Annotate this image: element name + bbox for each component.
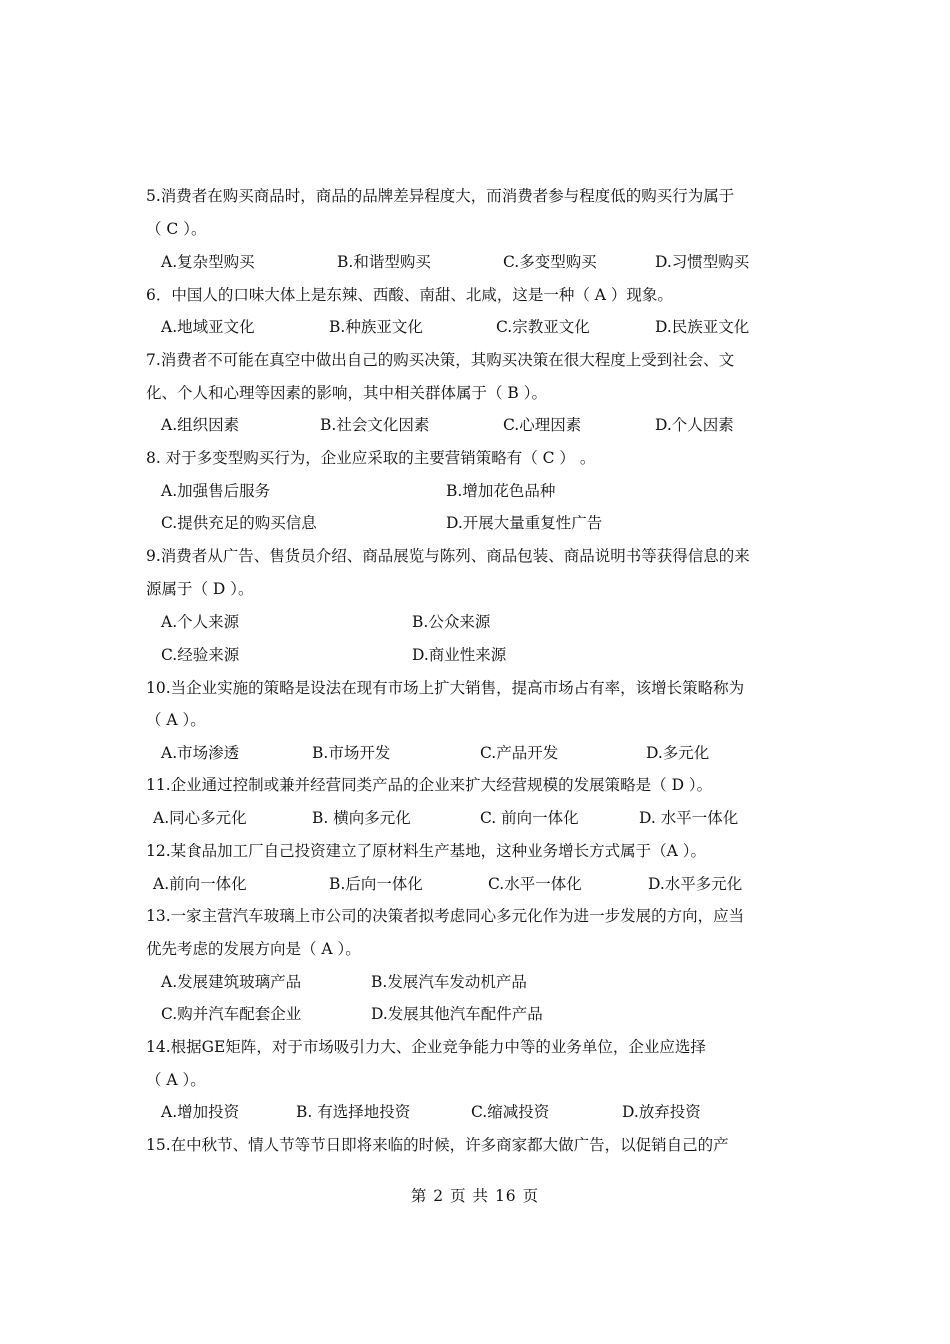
question-13-option-d: D.发展其他汽车配件产品 bbox=[371, 1005, 543, 1023]
question-6-option-b: B.种族亚文化 bbox=[329, 318, 423, 336]
question-9-option-d: D.商业性来源 bbox=[412, 646, 507, 664]
question-7-option-b: B.社会文化因素 bbox=[320, 416, 430, 434]
question-8-option-b: B.增加花色品种 bbox=[446, 482, 556, 500]
question-10-option-c: C.产品开发 bbox=[480, 744, 559, 762]
question-5-option-b: B.和谐型购买 bbox=[337, 253, 431, 271]
page-number-footer: 第 2 页 共 16 页 bbox=[410, 1187, 540, 1205]
question-14-line-2: （ A ）。 bbox=[146, 1071, 206, 1089]
question-6-line-1: 6．中国人的口味大体上是东辣、西酸、南甜、北咸，这是一种（ A ）现象。 bbox=[146, 286, 673, 304]
question-5-option-d: D.习惯型购买 bbox=[655, 253, 750, 271]
question-15-line-1: 15.在中秋节、情人节等节日即将来临的时候，许多商家都大做广告，以促销自己的产 bbox=[146, 1136, 729, 1154]
question-13-option-c: C.购并汽车配套企业 bbox=[161, 1005, 302, 1023]
question-9-option-b: B.公众来源 bbox=[412, 613, 491, 631]
question-12-line-1: 12.某食品加工厂自己投资建立了原材料生产基地，这种业务增长方式属于（A ）。 bbox=[146, 842, 707, 860]
question-11-option-c: C. 前向一体化 bbox=[480, 809, 579, 827]
question-14-option-a: A.增加投资 bbox=[161, 1103, 240, 1121]
question-11-option-b: B. 横向多元化 bbox=[312, 809, 411, 827]
question-7-option-c: C.心理因素 bbox=[503, 416, 582, 434]
question-11-option-d: D. 水平一体化 bbox=[639, 809, 739, 827]
question-7-option-a: A.组织因素 bbox=[161, 416, 240, 434]
question-11-option-a: A.同心多元化 bbox=[153, 809, 247, 827]
question-13-line-1: 13.一家主营汽车玻璃上市公司的决策者拟考虑同心多元化作为进一步发展的方向，应当 bbox=[146, 907, 745, 925]
question-9-line-1: 9.消费者从广告、售货员介绍、商品展览与陈列、商品包装、商品说明书等获得信息的来 bbox=[146, 547, 750, 565]
question-9-option-c: C.经验来源 bbox=[161, 646, 240, 664]
question-13-option-b: B.发展汽车发动机产品 bbox=[371, 973, 527, 991]
question-6-option-d: D.民族亚文化 bbox=[655, 318, 750, 336]
question-9-option-a: A.个人来源 bbox=[161, 613, 240, 631]
question-12-option-b: B.后向一体化 bbox=[329, 875, 423, 893]
question-10-option-d: D.多元化 bbox=[646, 744, 710, 762]
question-7-line-2: 化、个人和心理等因素的影响，其中相关群体属于（ B ）。 bbox=[146, 384, 547, 402]
question-9-line-2: 源属于（ D ）。 bbox=[146, 580, 254, 598]
question-14-line-1: 14.根据GE矩阵，对于市场吸引力大、企业竞争能力中等的业务单位，企业应选择 bbox=[146, 1038, 706, 1056]
question-13-option-a: A.发展建筑玻璃产品 bbox=[161, 973, 302, 991]
question-12-option-d: D.水平多元化 bbox=[648, 875, 743, 893]
question-11-line-1: 11.企业通过控制或兼并经营同类产品的企业来扩大经营规模的发展策略是（ D ）。 bbox=[146, 776, 713, 794]
question-10-option-a: A.市场渗透 bbox=[161, 744, 240, 762]
question-8-option-c: C.提供充足的购买信息 bbox=[161, 514, 317, 532]
question-5-option-a: A.复杂型购买 bbox=[161, 253, 255, 271]
question-6-option-c: C.宗教亚文化 bbox=[496, 318, 590, 336]
question-5-line-1: 5.消费者在购买商品时，商品的品牌差异程度大，而消费者参与程度低的购买行为属于 bbox=[146, 187, 735, 205]
question-10-option-b: B.市场开发 bbox=[312, 744, 391, 762]
question-12-option-a: A.前向一体化 bbox=[153, 875, 247, 893]
question-5-line-2: （ C ）。 bbox=[146, 220, 207, 238]
question-14-option-c: C.缩减投资 bbox=[471, 1103, 550, 1121]
question-14-option-b: B. 有选择地投资 bbox=[296, 1103, 411, 1121]
question-10-line-2: （ A ）。 bbox=[146, 711, 206, 729]
question-13-line-2: 优先考虑的发展方向是（ A ）。 bbox=[146, 940, 361, 958]
question-8-option-d: D.开展大量重复性广告 bbox=[446, 514, 603, 532]
question-14-option-d: D.放弃投资 bbox=[622, 1103, 701, 1121]
question-12-option-c: C.水平一体化 bbox=[488, 875, 582, 893]
question-7-option-d: D.个人因素 bbox=[655, 416, 734, 434]
question-7-line-1: 7.消费者不可能在真空中做出自己的购买决策，其购买决策在很大程度上受到社会、文 bbox=[146, 351, 735, 369]
question-8-option-a: A.加强售后服务 bbox=[161, 482, 271, 500]
question-6-option-a: A.地域亚文化 bbox=[161, 318, 255, 336]
question-10-line-1: 10.当企业实施的策略是设法在现有市场上扩大销售，提高市场占有率，该增长策略称为 bbox=[146, 679, 745, 697]
question-5-option-c: C.多变型购买 bbox=[503, 253, 597, 271]
question-8-line-1: 8. 对于多变型购买行为，企业应采取的主要营销策略有（ C ） 。 bbox=[146, 449, 596, 467]
